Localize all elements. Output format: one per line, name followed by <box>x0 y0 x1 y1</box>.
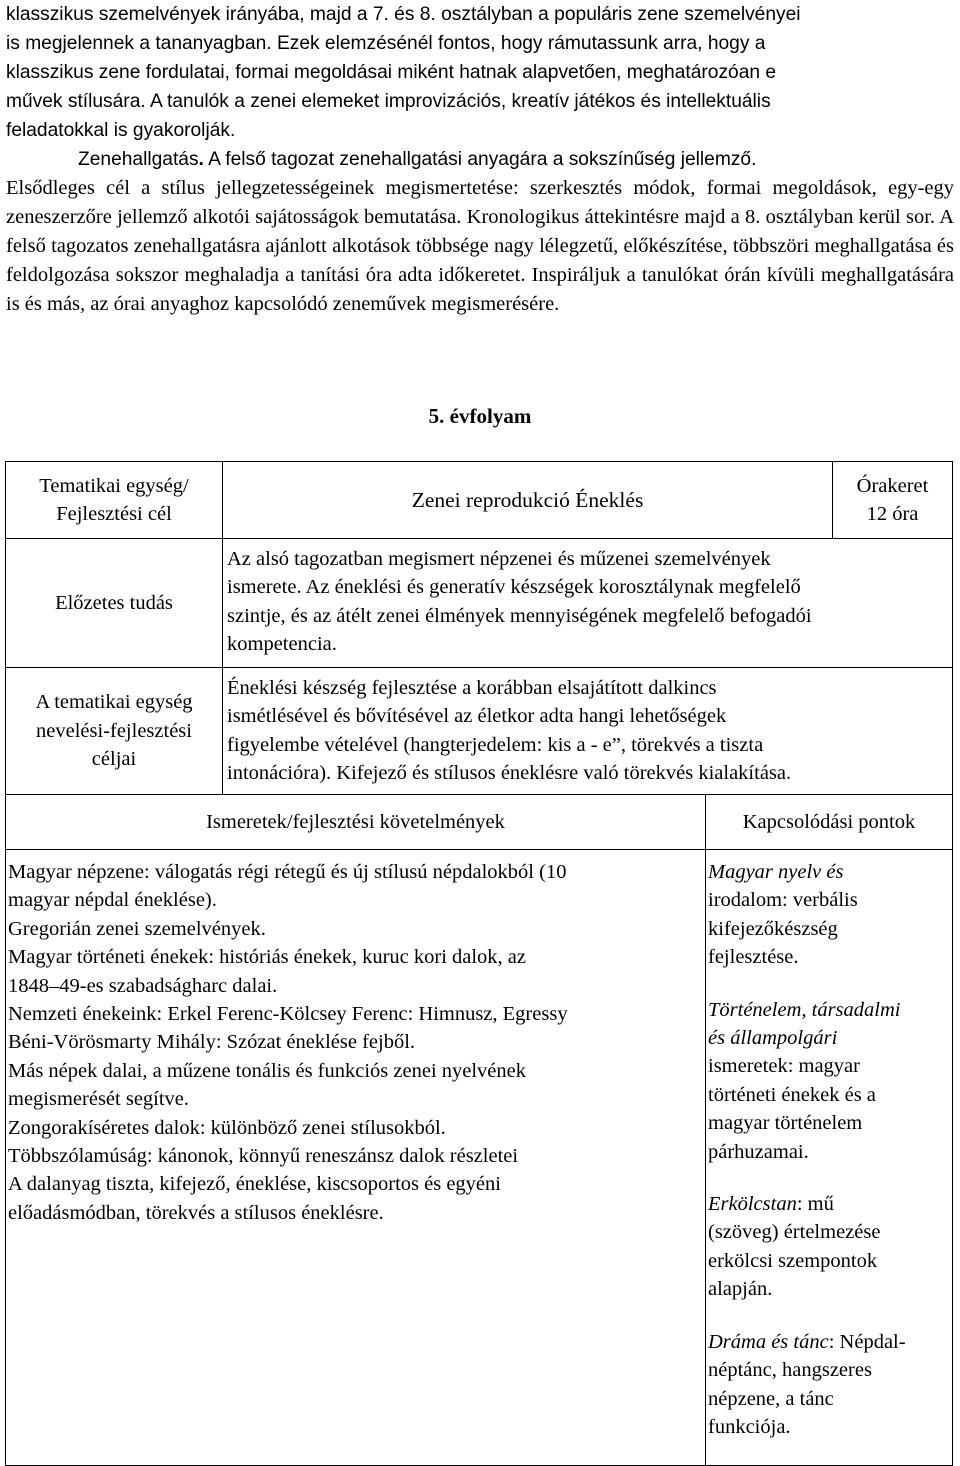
text-line: ismeretek: magyar <box>708 1055 860 1078</box>
goals-label-line: A tematikai egység <box>35 691 193 714</box>
connection-history <box>708 996 952 1166</box>
subject-name: Erkölcstan <box>708 1193 797 1216</box>
text-line: művek stílusára. A tanulók a zenei elemeket improvizációs, kreatív játékos és intellektuális <box>6 91 771 112</box>
list-item: Béni-Vörösmarty Mihály: Szózat éneklése fejből. <box>8 1031 416 1054</box>
list-item: magyar népdal éneklése). <box>8 889 217 912</box>
goals-label <box>6 668 223 795</box>
text-line: népzene, a tánc <box>708 1387 834 1410</box>
text-line: ismerete. Az éneklési és generatív készségek korosztálynak megfelelő <box>227 576 801 599</box>
list-item: 1848–49-es szabadságharc dalai. <box>8 974 278 997</box>
prior-knowledge-row <box>6 539 953 668</box>
list-item: megismerését segítve. <box>8 1088 190 1111</box>
prior-knowledge-text <box>223 539 953 668</box>
list-item: Gregorián zenei szemelvények. <box>8 917 266 940</box>
intro-text <box>6 0 954 319</box>
hours-value: 12 óra <box>866 503 919 525</box>
text-line: irodalom: verbális <box>708 889 858 912</box>
list-item: előadásmódban, törekvés a stílusos éneklésre. <box>8 1201 384 1224</box>
list-item: Más népek dalai, a műzene tonális és funkciós zenei nyelvének <box>8 1059 527 1082</box>
unit-title: Zenei reprodukció Éneklés <box>223 462 833 539</box>
text-line: magyar történelem <box>708 1112 863 1135</box>
connection-hungarian-literature <box>708 858 952 972</box>
text-line: párhuzamai. <box>708 1140 809 1163</box>
requirements-header-row <box>6 795 953 850</box>
text-line: (szöveg) értelmezése <box>708 1221 881 1244</box>
connection-drama-dance <box>708 1328 952 1442</box>
text-line: klasszikus zene fordulatai, formai megoldásai miként hatnak alapvetően, meghatározóan e <box>6 62 777 83</box>
text-line: Az alsó tagozatban megismert népzenei és műzenei szemelvények <box>227 548 771 570</box>
text-line: figyelembe vételével (hangterjedelem: kis a - e”, törekvés a tiszta <box>227 733 764 756</box>
text-line: alapján. <box>708 1278 773 1301</box>
text-line: történeti énekek és a <box>708 1083 876 1106</box>
list-item: Magyar népzene: válogatás régi rétegű és új stílusú népdalokból (10 <box>8 861 567 883</box>
unit-label-line: Tematikai egység/ <box>39 474 189 497</box>
text-line: klasszikus szemelvények irányába, majd a 7. és 8. osztályban a populáris zene szemelvényei <box>6 4 801 25</box>
connections-header: Kapcsolódási pontok <box>706 795 953 850</box>
text-line: is megjelennek a tananyagban. Ezek elemzésénél fontos, hogy rámutassunk arra, hogy a <box>6 33 766 54</box>
prior-knowledge-label: Előzetes tudás <box>6 539 223 668</box>
content-row <box>6 850 953 1466</box>
text-line: erkölcsi szempontok <box>708 1249 878 1272</box>
list-item: Többszólamúság: kánonok, könnyű reneszánsz dalok részletei <box>8 1145 519 1168</box>
connections-list <box>706 850 953 1466</box>
hours-label: Órakeret <box>856 474 929 497</box>
goals-text <box>223 668 953 795</box>
list-item: Zongorakíséretes dalok: különböző zenei stílusokból. <box>8 1116 446 1139</box>
curriculum-table <box>5 461 953 1466</box>
goals-label-line: nevelési-fejlesztési <box>36 719 192 742</box>
section-lead: A felső tagozat zenehallgatási anyagára a sokszínűség jellemző. <box>203 149 757 170</box>
text-line: intonációra). Kifejező és stílusos éneklésre való törekvés kialakítása. <box>227 762 792 785</box>
list-item: A dalanyag tiszta, kifejező, éneklése, kiscsoportos és egyéni <box>8 1173 501 1196</box>
text-line: feladatokkal is gyakorolják. <box>6 120 236 141</box>
text-line: funkciója. <box>708 1415 791 1438</box>
list-item: Magyar történeti énekek: históriás énekek, kuruc kori dalok, az <box>8 946 527 969</box>
connection-ethics <box>708 1190 952 1304</box>
intro-paragraph-2 <box>6 145 954 174</box>
goals-label-line: céljai <box>91 748 137 771</box>
list-item: Nemzeti énekeink: Erkel Ferenc-Kölcsey Ferenc: Himnusz, Egressy <box>8 1003 568 1026</box>
unit-label-cell <box>6 462 223 539</box>
intro-paragraph-3: Elsődleges cél a stílus jellegzetességeinek megismertetése: szerkesztés módok, formai megoldások, egy-egy zeneszerzőre jellemző alkotói sajátosságok bemutatása. Kronologikus áttekintésre majd a 8. osztályban kerül sor. A felső tagozatos zenehallgatásra ajánlott alkotások többsége nagy lélegzetű, előkészítése, többszöri meghallgatása és feldolgozása sokszor meghaladja a tanítási óra adta időkeretet. Inspiráljuk a tanulókat órán kívüli meghallgatására is és más, az órai anyaghoz kapcsolódó zeneművek megismerésére. <box>6 177 954 315</box>
section-title-zenehallgatas: Zenehallgatás <box>78 149 199 170</box>
subject-name: és állampolgári <box>708 1027 838 1050</box>
hours-cell <box>833 462 953 539</box>
intro-paragraph-1 <box>6 0 954 145</box>
text-line: fejlesztése. <box>708 946 799 969</box>
subject-name: Dráma és tánc <box>708 1330 829 1353</box>
requirements-list <box>6 850 706 1466</box>
text-fragment: : Népdal- <box>828 1330 906 1353</box>
goals-row <box>6 668 953 795</box>
text-line: kifejezőkészség <box>708 917 838 940</box>
text-fragment: : mű <box>796 1193 834 1216</box>
text-line: szintje, és az átélt zenei élmények mennyiségének megfelelő befogadói <box>227 604 812 627</box>
text-line: Éneklési készség fejlesztése a korábban elsajátított dalkincs <box>227 677 717 699</box>
title-dot: . <box>198 149 204 170</box>
text-line: kompetencia. <box>227 633 337 656</box>
unit-label-line: Fejlesztési cél <box>56 503 172 525</box>
subject-name: Magyar nyelv és <box>708 861 844 883</box>
text-line: néptánc, hangszeres <box>708 1359 872 1382</box>
grade-title: 5. évfolyam <box>428 404 532 428</box>
unit-row <box>6 462 953 539</box>
requirements-header: Ismeretek/fejlesztési követelmények <box>6 795 706 850</box>
subject-name: Történelem, társadalmi <box>708 998 901 1021</box>
text-line: ismétlésével és bővítésével az életkor adta hangi lehetőségek <box>227 705 727 728</box>
